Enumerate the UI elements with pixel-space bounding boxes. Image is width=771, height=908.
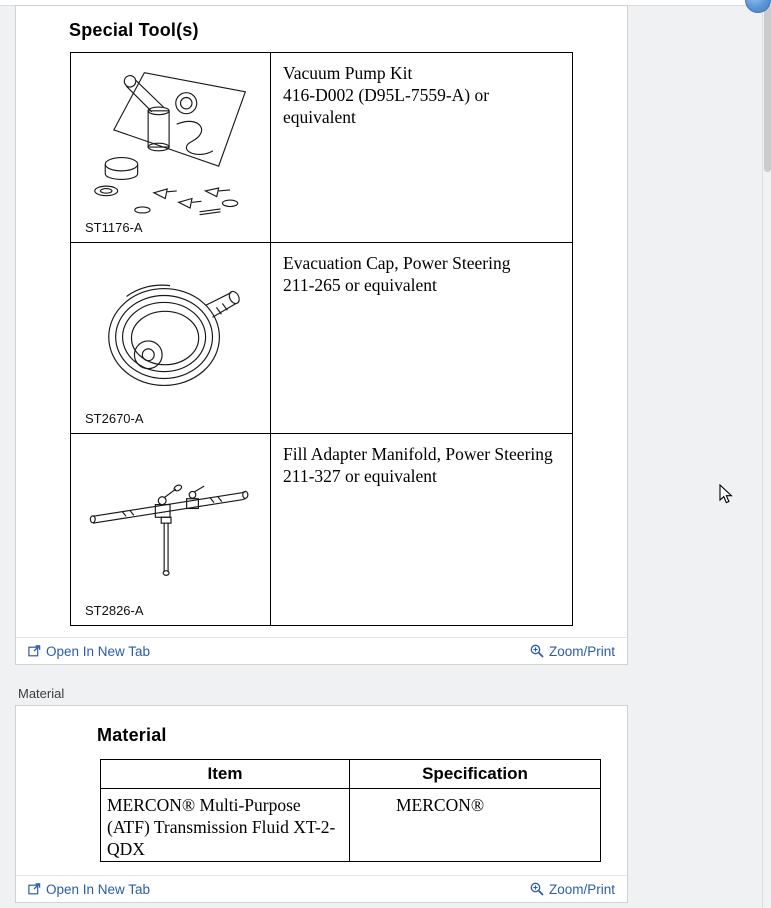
special-tools-panel — [15, 5, 628, 665]
tool-name: Evacuation Cap, Power Steering — [283, 253, 511, 273]
zoom-print-label: Zoom/Print — [548, 643, 615, 659]
open-in-new-tab-label: Open In New Tab — [46, 881, 151, 897]
tool-id-label: ST1176-A — [85, 220, 143, 235]
open-in-new-tab-link[interactable] — [28, 882, 150, 897]
mouse-cursor — [719, 484, 735, 506]
zoom-print-link[interactable] — [530, 882, 615, 897]
material-header-item: Item — [101, 760, 350, 789]
material-item-cell: MERCON® Multi-Purpose (ATF) Transmission Fluid XT-2-QDX — [101, 789, 350, 861]
vertical-scrollbar[interactable] — [762, 0, 771, 908]
zoom-print-link[interactable] — [530, 644, 615, 659]
material-table — [100, 759, 601, 862]
open-in-new-tab-icon[interactable] — [28, 645, 41, 657]
material-footer — [16, 875, 627, 902]
open-in-new-tab-link[interactable] — [28, 644, 150, 659]
tool-image-cell — [71, 243, 271, 434]
material-header-specification: Specification — [350, 760, 600, 789]
tool-description-cell — [271, 53, 572, 243]
tool-part-number: 416-D002 (D95L-7559-A) or equivalent — [283, 85, 490, 127]
fill-adapter-manifold-illustration — [83, 455, 259, 605]
tool-part-number: 211-327 or equivalent — [283, 466, 437, 486]
special-tools-title: Special Tool(s) — [69, 20, 199, 40]
tool-part-number: 211-265 or equivalent — [283, 275, 437, 295]
tool-name: Vacuum Pump Kit — [283, 63, 413, 83]
evacuation-cap-illustration — [87, 263, 255, 413]
tool-id-label: ST2670-A — [85, 411, 144, 426]
special-tools-table — [70, 52, 573, 626]
material-spec-cell: MERCON® — [396, 795, 485, 815]
material-title: Material — [97, 725, 167, 745]
tool-description-cell — [271, 243, 572, 434]
magnifier-zoom-icon[interactable] — [530, 644, 544, 658]
tool-description-cell — [271, 434, 572, 625]
zoom-print-label: Zoom/Print — [548, 881, 615, 897]
tool-name: Fill Adapter Manifold, Power Steering — [283, 444, 553, 464]
tool-image-cell — [71, 434, 271, 625]
open-in-new-tab-label: Open In New Tab — [46, 643, 151, 659]
material-section-label: Material — [18, 686, 65, 701]
special-tools-footer — [16, 637, 627, 664]
tool-image-cell — [71, 53, 271, 243]
vacuum-pump-kit-illustration — [85, 67, 257, 229]
material-panel — [15, 705, 628, 903]
magnifier-zoom-icon[interactable] — [530, 882, 544, 896]
tool-id-label: ST2826-A — [85, 603, 144, 618]
open-in-new-tab-icon[interactable] — [28, 883, 41, 895]
scrollbar-thumb[interactable] — [764, 4, 771, 172]
